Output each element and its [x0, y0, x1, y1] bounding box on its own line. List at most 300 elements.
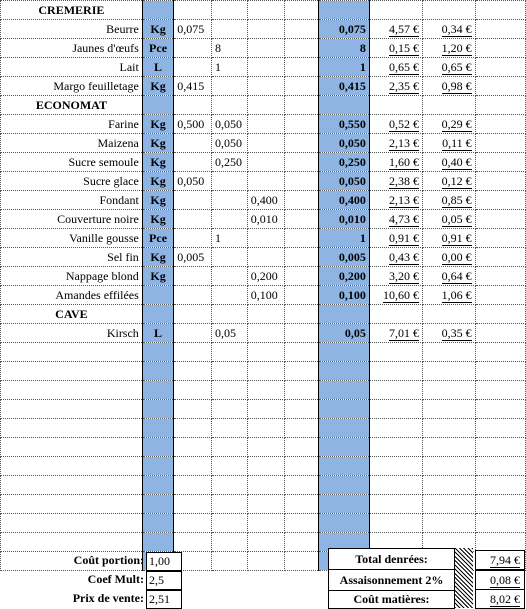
cell-extra[interactable] — [475, 115, 525, 134]
cell-total[interactable]: 0,075 — [319, 20, 370, 39]
ingredient-row — [1, 77, 526, 96]
cell-q2[interactable] — [211, 1, 247, 20]
cell-unit[interactable]: Kg — [142, 191, 173, 210]
cell-pu[interactable] — [369, 514, 422, 533]
cell-q3[interactable] — [247, 324, 285, 343]
cell-name[interactable]: Farine — [1, 115, 143, 134]
cell-cost[interactable] — [422, 343, 475, 362]
cell-pu[interactable]: 2,13 € — [369, 191, 422, 210]
cell-cost[interactable]: 0,05 € — [422, 210, 475, 229]
cell-unit[interactable]: L — [142, 58, 173, 77]
total-denrees-value: 7,94 € — [475, 550, 525, 570]
cell-unit[interactable] — [142, 362, 173, 381]
cell-cost[interactable] — [422, 400, 475, 419]
cell-total[interactable] — [319, 381, 370, 400]
cout-matieres-label: Coût matières: — [328, 590, 455, 609]
cell-unit[interactable]: Kg — [142, 267, 173, 286]
cell-unit[interactable]: Kg — [142, 248, 173, 267]
cell-q1[interactable] — [174, 153, 212, 172]
cell-q3[interactable] — [247, 229, 285, 248]
cell-q3[interactable] — [247, 457, 285, 476]
cout-portion-label: Coût portion: — [73, 553, 144, 567]
cell-name[interactable] — [1, 457, 143, 476]
cell-q2[interactable] — [211, 96, 247, 115]
cell-total[interactable] — [319, 419, 370, 438]
cell-unit[interactable] — [142, 400, 173, 419]
cell-name[interactable]: Sucre semoule — [1, 153, 143, 172]
cell-q2[interactable] — [211, 362, 247, 381]
cell-total[interactable]: 1 — [319, 229, 370, 248]
cell-pu[interactable]: 0,43 € — [369, 248, 422, 267]
cell-total[interactable] — [319, 305, 370, 324]
cell-unit[interactable]: Kg — [142, 77, 173, 96]
cell-q4[interactable] — [285, 324, 319, 343]
cell-q3[interactable] — [247, 172, 285, 191]
cell-q1[interactable] — [174, 267, 212, 286]
cell-unit[interactable]: Kg — [142, 153, 173, 172]
cell-total[interactable]: 1 — [319, 58, 370, 77]
cell-name[interactable] — [1, 400, 143, 419]
cell-cost[interactable]: 0,11 € — [422, 134, 475, 153]
cell-unit[interactable] — [142, 476, 173, 495]
cell-cost[interactable] — [422, 96, 475, 115]
cell-pu[interactable]: 1,60 € — [369, 153, 422, 172]
cell-q3[interactable] — [247, 96, 285, 115]
cell-cost[interactable]: 1,06 € — [422, 286, 475, 305]
cell-cost[interactable] — [422, 476, 475, 495]
cell-cost[interactable]: 0,12 € — [422, 172, 475, 191]
cell-q4[interactable] — [285, 1, 319, 20]
cell-extra[interactable] — [475, 381, 525, 400]
cell-extra[interactable] — [475, 362, 525, 381]
cell-name[interactable]: Beurre — [1, 20, 143, 39]
cell-q2[interactable]: 0,05 — [211, 324, 247, 343]
cell-extra[interactable] — [475, 58, 525, 77]
cell-total[interactable]: 0,050 — [319, 172, 370, 191]
cell-q1[interactable] — [174, 39, 212, 58]
cell-q3[interactable]: 0,100 — [247, 286, 285, 305]
cell-q4[interactable] — [285, 153, 319, 172]
cell-cost[interactable] — [422, 305, 475, 324]
cell-q2[interactable] — [211, 514, 247, 533]
cell-cost[interactable]: 1,20 € — [422, 39, 475, 58]
cell-extra[interactable] — [475, 305, 525, 324]
cell-q2[interactable] — [211, 438, 247, 457]
cell-pu[interactable] — [369, 495, 422, 514]
cell-q2[interactable]: 0,050 — [211, 134, 247, 153]
cell-q1[interactable]: 0,500 — [174, 115, 212, 134]
cell-extra[interactable] — [475, 20, 525, 39]
coef-mult-value[interactable]: 2,5 — [146, 571, 182, 590]
assaisonnement-label: Assaisonnement 2% — [328, 569, 455, 591]
cell-extra[interactable] — [475, 457, 525, 476]
cell-q4[interactable] — [285, 172, 319, 191]
cell-name[interactable]: CREMERIE — [1, 1, 143, 20]
cell-q1[interactable] — [174, 210, 212, 229]
cell-total[interactable]: 0,550 — [319, 115, 370, 134]
cell-pu[interactable] — [369, 400, 422, 419]
cell-total[interactable]: 0,005 — [319, 248, 370, 267]
cell-extra[interactable] — [475, 438, 525, 457]
cell-q1[interactable] — [174, 305, 212, 324]
cell-cost[interactable]: 0,64 € — [422, 267, 475, 286]
cell-pu[interactable]: 0,91 € — [369, 229, 422, 248]
cell-q4[interactable] — [285, 362, 319, 381]
cell-name[interactable]: Amandes effilées — [1, 286, 143, 305]
cell-name[interactable]: Sel fin — [1, 248, 143, 267]
cell-pu[interactable]: 7,01 € — [369, 324, 422, 343]
cell-q3[interactable] — [247, 39, 285, 58]
cell-pu[interactable]: 4,57 € — [369, 20, 422, 39]
cell-q4[interactable] — [285, 305, 319, 324]
cout-portion-value[interactable]: 1,00 — [146, 552, 182, 571]
cell-name[interactable]: Kirsch — [1, 324, 143, 343]
cell-total[interactable] — [319, 438, 370, 457]
cell-q1[interactable] — [174, 514, 212, 533]
empty-row — [1, 457, 526, 476]
cell-q1[interactable] — [174, 476, 212, 495]
cell-q4[interactable] — [285, 191, 319, 210]
cell-extra[interactable] — [475, 229, 525, 248]
cell-pu[interactable]: 4,73 € — [369, 210, 422, 229]
cell-name[interactable]: Jaunes d'œufs — [1, 39, 143, 58]
cell-q4[interactable] — [285, 20, 319, 39]
cell-q2[interactable] — [211, 343, 247, 362]
empty-row — [1, 381, 526, 400]
cell-q1[interactable]: 0,050 — [174, 172, 212, 191]
cell-name[interactable] — [1, 381, 143, 400]
cell-unit[interactable] — [142, 343, 173, 362]
cell-total[interactable] — [319, 457, 370, 476]
cell-cost[interactable] — [422, 381, 475, 400]
cell-q3[interactable] — [247, 58, 285, 77]
cell-q2[interactable] — [211, 457, 247, 476]
cell-q4[interactable] — [285, 39, 319, 58]
cell-total[interactable] — [319, 476, 370, 495]
ingredient-row — [1, 324, 526, 343]
cell-cost[interactable]: 0,40 € — [422, 153, 475, 172]
cell-q4[interactable] — [285, 77, 319, 96]
cell-total[interactable]: 0,200 — [319, 267, 370, 286]
cell-q4[interactable] — [285, 343, 319, 362]
cell-q4[interactable] — [285, 400, 319, 419]
cell-name[interactable]: Lait — [1, 58, 143, 77]
cell-total[interactable] — [319, 1, 370, 20]
cell-unit[interactable]: Kg — [142, 210, 173, 229]
cell-total[interactable] — [319, 495, 370, 514]
cell-cost[interactable]: 0,29 € — [422, 115, 475, 134]
cell-extra[interactable] — [475, 476, 525, 495]
cell-unit[interactable]: Kg — [142, 20, 173, 39]
cell-total[interactable]: 0,400 — [319, 191, 370, 210]
cell-q2[interactable]: 0,050 — [211, 115, 247, 134]
cell-total[interactable] — [319, 362, 370, 381]
cell-q1[interactable]: 0,075 — [174, 20, 212, 39]
cell-extra[interactable] — [475, 153, 525, 172]
cell-total[interactable]: 0,100 — [319, 286, 370, 305]
cell-name[interactable] — [1, 343, 143, 362]
cell-cost[interactable] — [422, 438, 475, 457]
cell-pu[interactable]: 2,38 € — [369, 172, 422, 191]
cell-q2[interactable]: 1 — [211, 229, 247, 248]
cell-q3[interactable] — [247, 343, 285, 362]
cell-cost[interactable]: 0,65 € — [422, 58, 475, 77]
cell-q1[interactable] — [174, 191, 212, 210]
cell-total[interactable]: 0,050 — [319, 134, 370, 153]
cell-q1[interactable] — [174, 134, 212, 153]
cell-unit[interactable] — [142, 514, 173, 533]
cell-pu[interactable]: 0,65 € — [369, 58, 422, 77]
cell-cost[interactable]: 0,35 € — [422, 324, 475, 343]
cell-q1[interactable] — [174, 438, 212, 457]
cell-cost[interactable] — [422, 1, 475, 20]
cell-cost[interactable] — [422, 419, 475, 438]
cell-pu[interactable] — [369, 96, 422, 115]
cell-extra[interactable] — [475, 419, 525, 438]
cell-q2[interactable] — [211, 191, 247, 210]
cell-name[interactable] — [1, 476, 143, 495]
cell-q1[interactable] — [174, 419, 212, 438]
cell-q3[interactable] — [247, 20, 285, 39]
cell-q1[interactable] — [174, 343, 212, 362]
cell-name[interactable]: ECONOMAT — [1, 96, 143, 115]
cell-extra[interactable] — [475, 39, 525, 58]
cell-name[interactable] — [1, 419, 143, 438]
cell-q1[interactable] — [174, 229, 212, 248]
cell-total[interactable] — [319, 343, 370, 362]
cell-pu[interactable]: 2,13 € — [369, 134, 422, 153]
cell-q1[interactable]: 0,415 — [174, 77, 212, 96]
cell-q2[interactable] — [211, 476, 247, 495]
cell-cost[interactable] — [422, 514, 475, 533]
cell-q2[interactable] — [211, 20, 247, 39]
cell-unit[interactable]: Pce — [142, 39, 173, 58]
cell-q4[interactable] — [285, 495, 319, 514]
cell-unit[interactable] — [142, 96, 173, 115]
cell-unit[interactable]: L — [142, 324, 173, 343]
cell-cost[interactable] — [422, 362, 475, 381]
cell-q1[interactable] — [174, 286, 212, 305]
cell-q2[interactable] — [211, 286, 247, 305]
cell-total[interactable] — [319, 400, 370, 419]
cell-q1[interactable] — [174, 381, 212, 400]
cell-unit[interactable]: Kg — [142, 115, 173, 134]
empty-row — [1, 476, 526, 495]
cell-unit[interactable] — [142, 305, 173, 324]
cell-q3[interactable] — [247, 248, 285, 267]
cell-q1[interactable] — [174, 400, 212, 419]
cell-cost[interactable]: 0,98 € — [422, 77, 475, 96]
cell-pu[interactable] — [369, 343, 422, 362]
cell-q4[interactable] — [285, 438, 319, 457]
cell-unit[interactable] — [142, 495, 173, 514]
cell-q1[interactable]: 0,005 — [174, 248, 212, 267]
cell-q4[interactable] — [285, 229, 319, 248]
cout-matieres-value: 8,02 € — [475, 589, 525, 609]
cell-q4[interactable] — [285, 514, 319, 533]
cell-pu[interactable] — [369, 457, 422, 476]
cell-name[interactable] — [1, 514, 143, 533]
cell-q1[interactable] — [174, 1, 212, 20]
cell-unit[interactable] — [142, 381, 173, 400]
cell-q3[interactable] — [247, 495, 285, 514]
cell-extra[interactable] — [475, 248, 525, 267]
cell-q4[interactable] — [285, 381, 319, 400]
cell-name[interactable]: Sucre glace — [1, 172, 143, 191]
cell-total[interactable]: 8 — [319, 39, 370, 58]
cell-q2[interactable] — [211, 267, 247, 286]
cell-name[interactable] — [1, 438, 143, 457]
section-row — [1, 96, 526, 115]
cell-name[interactable]: Nappage blond — [1, 267, 143, 286]
cell-q1[interactable] — [174, 324, 212, 343]
cell-q1[interactable] — [174, 58, 212, 77]
cell-pu[interactable]: 3,20 € — [369, 267, 422, 286]
cell-extra[interactable] — [475, 495, 525, 514]
cell-cost[interactable] — [422, 495, 475, 514]
cell-q1[interactable] — [174, 362, 212, 381]
cell-name[interactable]: Maizena — [1, 134, 143, 153]
cell-q4[interactable] — [285, 210, 319, 229]
cell-extra[interactable] — [475, 286, 525, 305]
cell-extra[interactable] — [475, 400, 525, 419]
cell-q2[interactable]: 1 — [211, 58, 247, 77]
cell-cost[interactable]: 0,91 € — [422, 229, 475, 248]
cell-q2[interactable] — [211, 400, 247, 419]
ingredient-row — [1, 286, 526, 305]
cell-extra[interactable] — [475, 134, 525, 153]
cell-q2[interactable] — [211, 77, 247, 96]
cell-q3[interactable] — [247, 134, 285, 153]
cell-unit[interactable] — [142, 419, 173, 438]
cell-q4[interactable] — [285, 476, 319, 495]
cell-pu[interactable] — [369, 476, 422, 495]
cell-q4[interactable] — [285, 96, 319, 115]
cell-q4[interactable] — [285, 267, 319, 286]
cell-q4[interactable] — [285, 419, 319, 438]
cell-extra[interactable] — [475, 1, 525, 20]
cell-extra[interactable] — [475, 77, 525, 96]
cell-pu[interactable] — [369, 438, 422, 457]
cell-q4[interactable] — [285, 286, 319, 305]
cell-q2[interactable] — [211, 210, 247, 229]
prix-vente-value[interactable]: 2,51 — [146, 590, 182, 609]
cell-q3[interactable] — [247, 514, 285, 533]
cell-q3[interactable]: 0,400 — [247, 191, 285, 210]
cell-pu[interactable] — [369, 362, 422, 381]
cell-q2[interactable]: 8 — [211, 39, 247, 58]
cell-q3[interactable] — [247, 1, 285, 20]
cell-q3[interactable] — [247, 115, 285, 134]
cell-q2[interactable]: 0,250 — [211, 153, 247, 172]
cell-unit[interactable]: Pce — [142, 229, 173, 248]
cell-extra[interactable] — [475, 514, 525, 533]
cell-q2[interactable] — [211, 381, 247, 400]
cell-q1[interactable] — [174, 457, 212, 476]
cell-cost[interactable]: 0,00 € — [422, 248, 475, 267]
hatched-separator — [455, 548, 473, 608]
cell-name[interactable]: Vanille gousse — [1, 229, 143, 248]
cell-total[interactable]: 0,415 — [319, 77, 370, 96]
cell-total[interactable]: 0,010 — [319, 210, 370, 229]
cell-q3[interactable]: 0,200 — [247, 267, 285, 286]
cell-q4[interactable] — [285, 248, 319, 267]
cell-q3[interactable] — [247, 77, 285, 96]
cell-q3[interactable] — [247, 381, 285, 400]
cell-name[interactable]: Margo feuilletage — [1, 77, 143, 96]
cell-pu[interactable]: 2,35 € — [369, 77, 422, 96]
cell-q2[interactable] — [211, 305, 247, 324]
cell-pu[interactable] — [369, 1, 422, 20]
cell-unit[interactable] — [142, 438, 173, 457]
cell-q2[interactable] — [211, 172, 247, 191]
cell-total[interactable]: 0,250 — [319, 153, 370, 172]
cell-q2[interactable] — [211, 248, 247, 267]
cell-total[interactable]: 0,05 — [319, 324, 370, 343]
cell-cost[interactable] — [422, 457, 475, 476]
cell-total[interactable] — [319, 514, 370, 533]
cell-extra[interactable] — [475, 324, 525, 343]
cell-extra[interactable] — [475, 267, 525, 286]
cell-total[interactable] — [319, 96, 370, 115]
cell-name[interactable]: Couverture noire — [1, 210, 143, 229]
cell-unit[interactable]: Kg — [142, 172, 173, 191]
cell-name[interactable]: CAVE — [1, 305, 143, 324]
cell-name[interactable] — [1, 495, 143, 514]
cell-unit[interactable] — [142, 286, 173, 305]
cell-extra[interactable] — [475, 96, 525, 115]
cell-unit[interactable] — [142, 457, 173, 476]
cell-q1[interactable] — [174, 96, 212, 115]
cell-q3[interactable] — [247, 438, 285, 457]
cell-pu[interactable] — [369, 305, 422, 324]
cell-q3[interactable] — [247, 419, 285, 438]
cell-pu[interactable] — [369, 419, 422, 438]
cell-q3[interactable]: 0,010 — [247, 210, 285, 229]
cell-q4[interactable] — [285, 457, 319, 476]
cell-name[interactable]: Fondant — [1, 191, 143, 210]
cell-q3[interactable] — [247, 476, 285, 495]
cell-extra[interactable] — [475, 210, 525, 229]
cell-q3[interactable] — [247, 305, 285, 324]
cell-q4[interactable] — [285, 134, 319, 153]
cell-extra[interactable] — [475, 191, 525, 210]
ingredient-row — [1, 210, 526, 229]
cell-q3[interactable] — [247, 362, 285, 381]
cell-q4[interactable] — [285, 115, 319, 134]
cell-pu[interactable]: 10,60 € — [369, 286, 422, 305]
cell-unit[interactable] — [142, 1, 173, 20]
ingredient-row — [1, 191, 526, 210]
cell-pu[interactable]: 0,15 € — [369, 39, 422, 58]
cell-q3[interactable] — [247, 400, 285, 419]
cell-q2[interactable] — [211, 495, 247, 514]
cell-name[interactable] — [1, 362, 143, 381]
cell-cost[interactable]: 0,85 € — [422, 191, 475, 210]
cell-q2[interactable] — [211, 419, 247, 438]
ingredient-row — [1, 134, 526, 153]
cell-pu[interactable]: 0,52 € — [369, 115, 422, 134]
cell-extra[interactable] — [475, 172, 525, 191]
cell-q3[interactable] — [247, 153, 285, 172]
cell-q1[interactable] — [174, 495, 212, 514]
cell-unit[interactable]: Kg — [142, 134, 173, 153]
cell-pu[interactable] — [369, 381, 422, 400]
cell-extra[interactable] — [475, 343, 525, 362]
prix-vente-label: Prix de vente: — [72, 591, 144, 605]
cell-cost[interactable]: 0,34 € — [422, 20, 475, 39]
cell-q4[interactable] — [285, 58, 319, 77]
